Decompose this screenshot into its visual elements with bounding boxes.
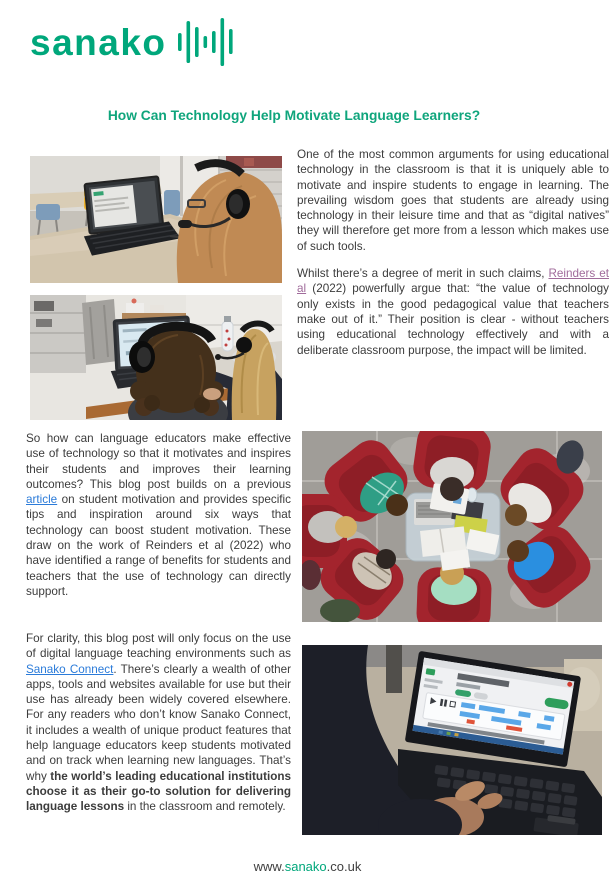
photo-student-headset-laptop bbox=[30, 156, 282, 283]
how-text-column bbox=[26, 431, 291, 599]
sanako-logo bbox=[30, 16, 234, 68]
link-article[interactable]: article bbox=[26, 493, 58, 507]
intro-text-column bbox=[297, 147, 609, 358]
photo-students-red-chairs-topview bbox=[302, 431, 602, 622]
footer-brand: sanako bbox=[284, 859, 327, 874]
clarity-text-column bbox=[26, 631, 291, 815]
photo-laptop-sanako-connect bbox=[302, 645, 602, 835]
student-center bbox=[128, 326, 228, 420]
paragraph-how: So how can language educators make effective use of technology so that it motivates and inspires their students and improves their learning outcomes? This blog post builds on a previous article on student motivation and provides specific tips and inspiration around six ways that technology can boost student motivation. These draw on the work of Reinders et al (2022) who have identified a range of benefits for students and teachers that the use of technology can directly support. bbox=[26, 432, 291, 598]
link-reinders-et-al[interactable]: Reinders et al bbox=[297, 267, 609, 296]
sanako-wordmark: sanako bbox=[30, 21, 167, 63]
photo-two-students-headsets bbox=[30, 295, 282, 420]
link-sanako-connect[interactable]: Sanako Connect bbox=[26, 662, 114, 676]
paragraph-clarity: For clarity, this blog post will only focus on the use of digital language teaching environments such as Sanako Connect. There’s clearly a wealth of other apps, tools and websites available for use but their use has already been widely covered elsewhere. For any readers who don’t know Sanako Connect, it includes a wealth of unique product features that help language educators keep students motivated and on track when learning new languages. That’s why the world’s leading educational institutions choose it as their go-to solution for delivering language lessons in the classroom and remotely. bbox=[26, 632, 291, 814]
footer-url: www.sanako.co.uk bbox=[253, 859, 362, 874]
paragraph-merit: Whilst there’s a degree of merit in such claims, Reinders et al (2022) powerfully argue that: “the value of technology only exists in the good pedagogical value that teachers make out of it.” Their position is clear - without teachers using educational technology effectively and with a deliberate classroom purpose, the impact will be limited. bbox=[297, 267, 609, 357]
audio-waveform-icon bbox=[178, 16, 234, 68]
page-title: How Can Technology Help Motivate Language Learners? bbox=[107, 108, 481, 123]
bold-claim: the world’s leading educational institutions choose it as their go-to solution for delivering language lessons bbox=[26, 769, 291, 814]
paragraph-intro: One of the most common arguments for using educational technology in the classroom is that it is uniquely able to motivate and inspire students to engage in learning. The prevailing wisdom goes that students are already using technology in their leisure time and that as “digital natives” they will therefore get more from a lesson which makes use of such tools. bbox=[297, 148, 609, 253]
